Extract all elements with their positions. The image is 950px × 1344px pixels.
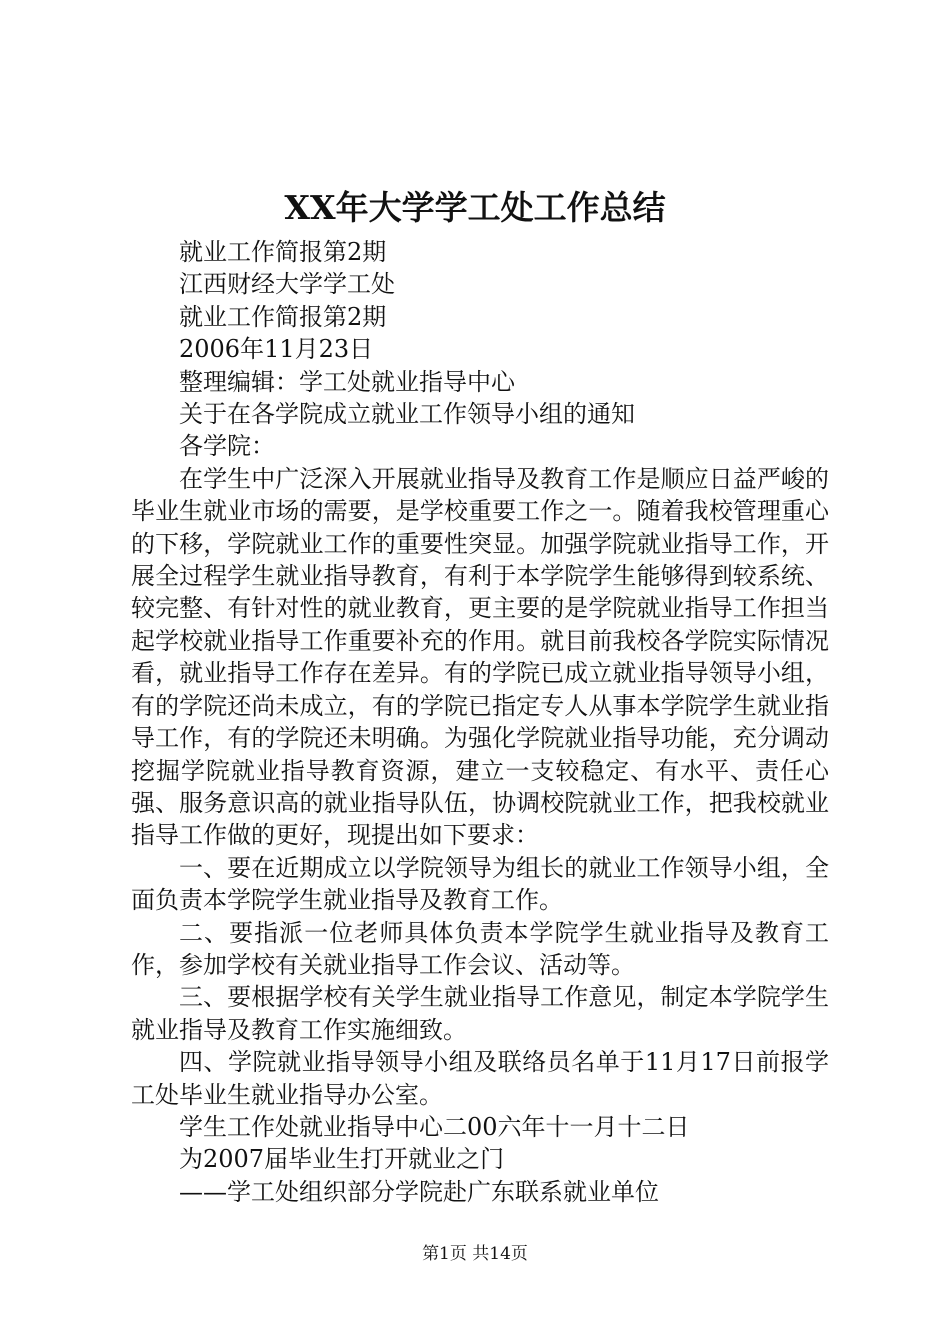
notice-title-line: 关于在各学院成立就业工作领导小组的通知 [179,400,635,429]
document-title: XX年大学学工处工作总结 [284,188,666,227]
salutation-line: 各学院： [179,432,275,461]
date-line: 2006年11月23日 [179,335,374,364]
requirement-paragraph-1: 一、要在近期成立以学院领导为组长的就业工作领导小组，全面负责本学院学生就业指导及教育工作。 [131,853,829,915]
bulletin-name-line: 就业工作简报第2期 [179,238,387,266]
requirement-paragraph-2: 二、要指派一位老师具体负责本学院学生就业指导及教育工作，参加学校有关就业指导工作会议、活动等。 [131,918,829,979]
organization-line: 江西财经大学学工处 [179,270,395,299]
article-subtitle-line: ——学工处组织部分学院赴广东联系就业单位 [179,1177,659,1206]
requirement-paragraph-4: 四、学院就业指导领导小组及联络员名单于11月17日前报学工处毕业生就业指导办公室。 [131,1048,829,1109]
article-title-line: 为2007届毕业生打开就业之门 [179,1145,505,1174]
editor-line: 整理编辑：学工处就业指导中心 [179,367,515,396]
signature-date-line: 学生工作处就业指导中心二00六年十一月十二日 [179,1112,690,1141]
document-body [131,236,829,1208]
main-paragraph: 在学生中广泛深入开展就业指导及教育工作是顺应日益严峻的毕业生就业市场的需要，是学校重要工作之一。随着我校管理重心的下移，学院就业工作的重要性突显。加强学院就业指导工作，开展全过程学生就业指导教育，有利于本学院学生能够得到较系统、较完整、有针对性的就业教育，更主要的是学院就业指导工作担当起学校就业指导工作重要补充的作用。就目前我校各学院实际情况看，就业指导工作存在差异。有的学院已成立就业指导领导小组，有的学院还尚未成立，有的学院已指定专人从事本学院学生就业指导工作，有的学院还未明确。为强化学院就业指导功能，充分调动挖掘学院就业指导教育资源，建立一支较稳定、有水平、责任心强、服务意识高的就业指导队伍，协调校院就业工作，把我校就业指导工作做的更好，现提出如下要求： [131,464,829,850]
page-number-footer: 第1页 共14页 [422,1244,528,1264]
bulletin-issue-line: 就业工作简报第2期 [179,302,387,331]
requirement-paragraph-3: 三、要根据学校有关学生就业指导工作意见，制定本学院学生就业指导及教育工作实施细致。 [131,983,829,1044]
